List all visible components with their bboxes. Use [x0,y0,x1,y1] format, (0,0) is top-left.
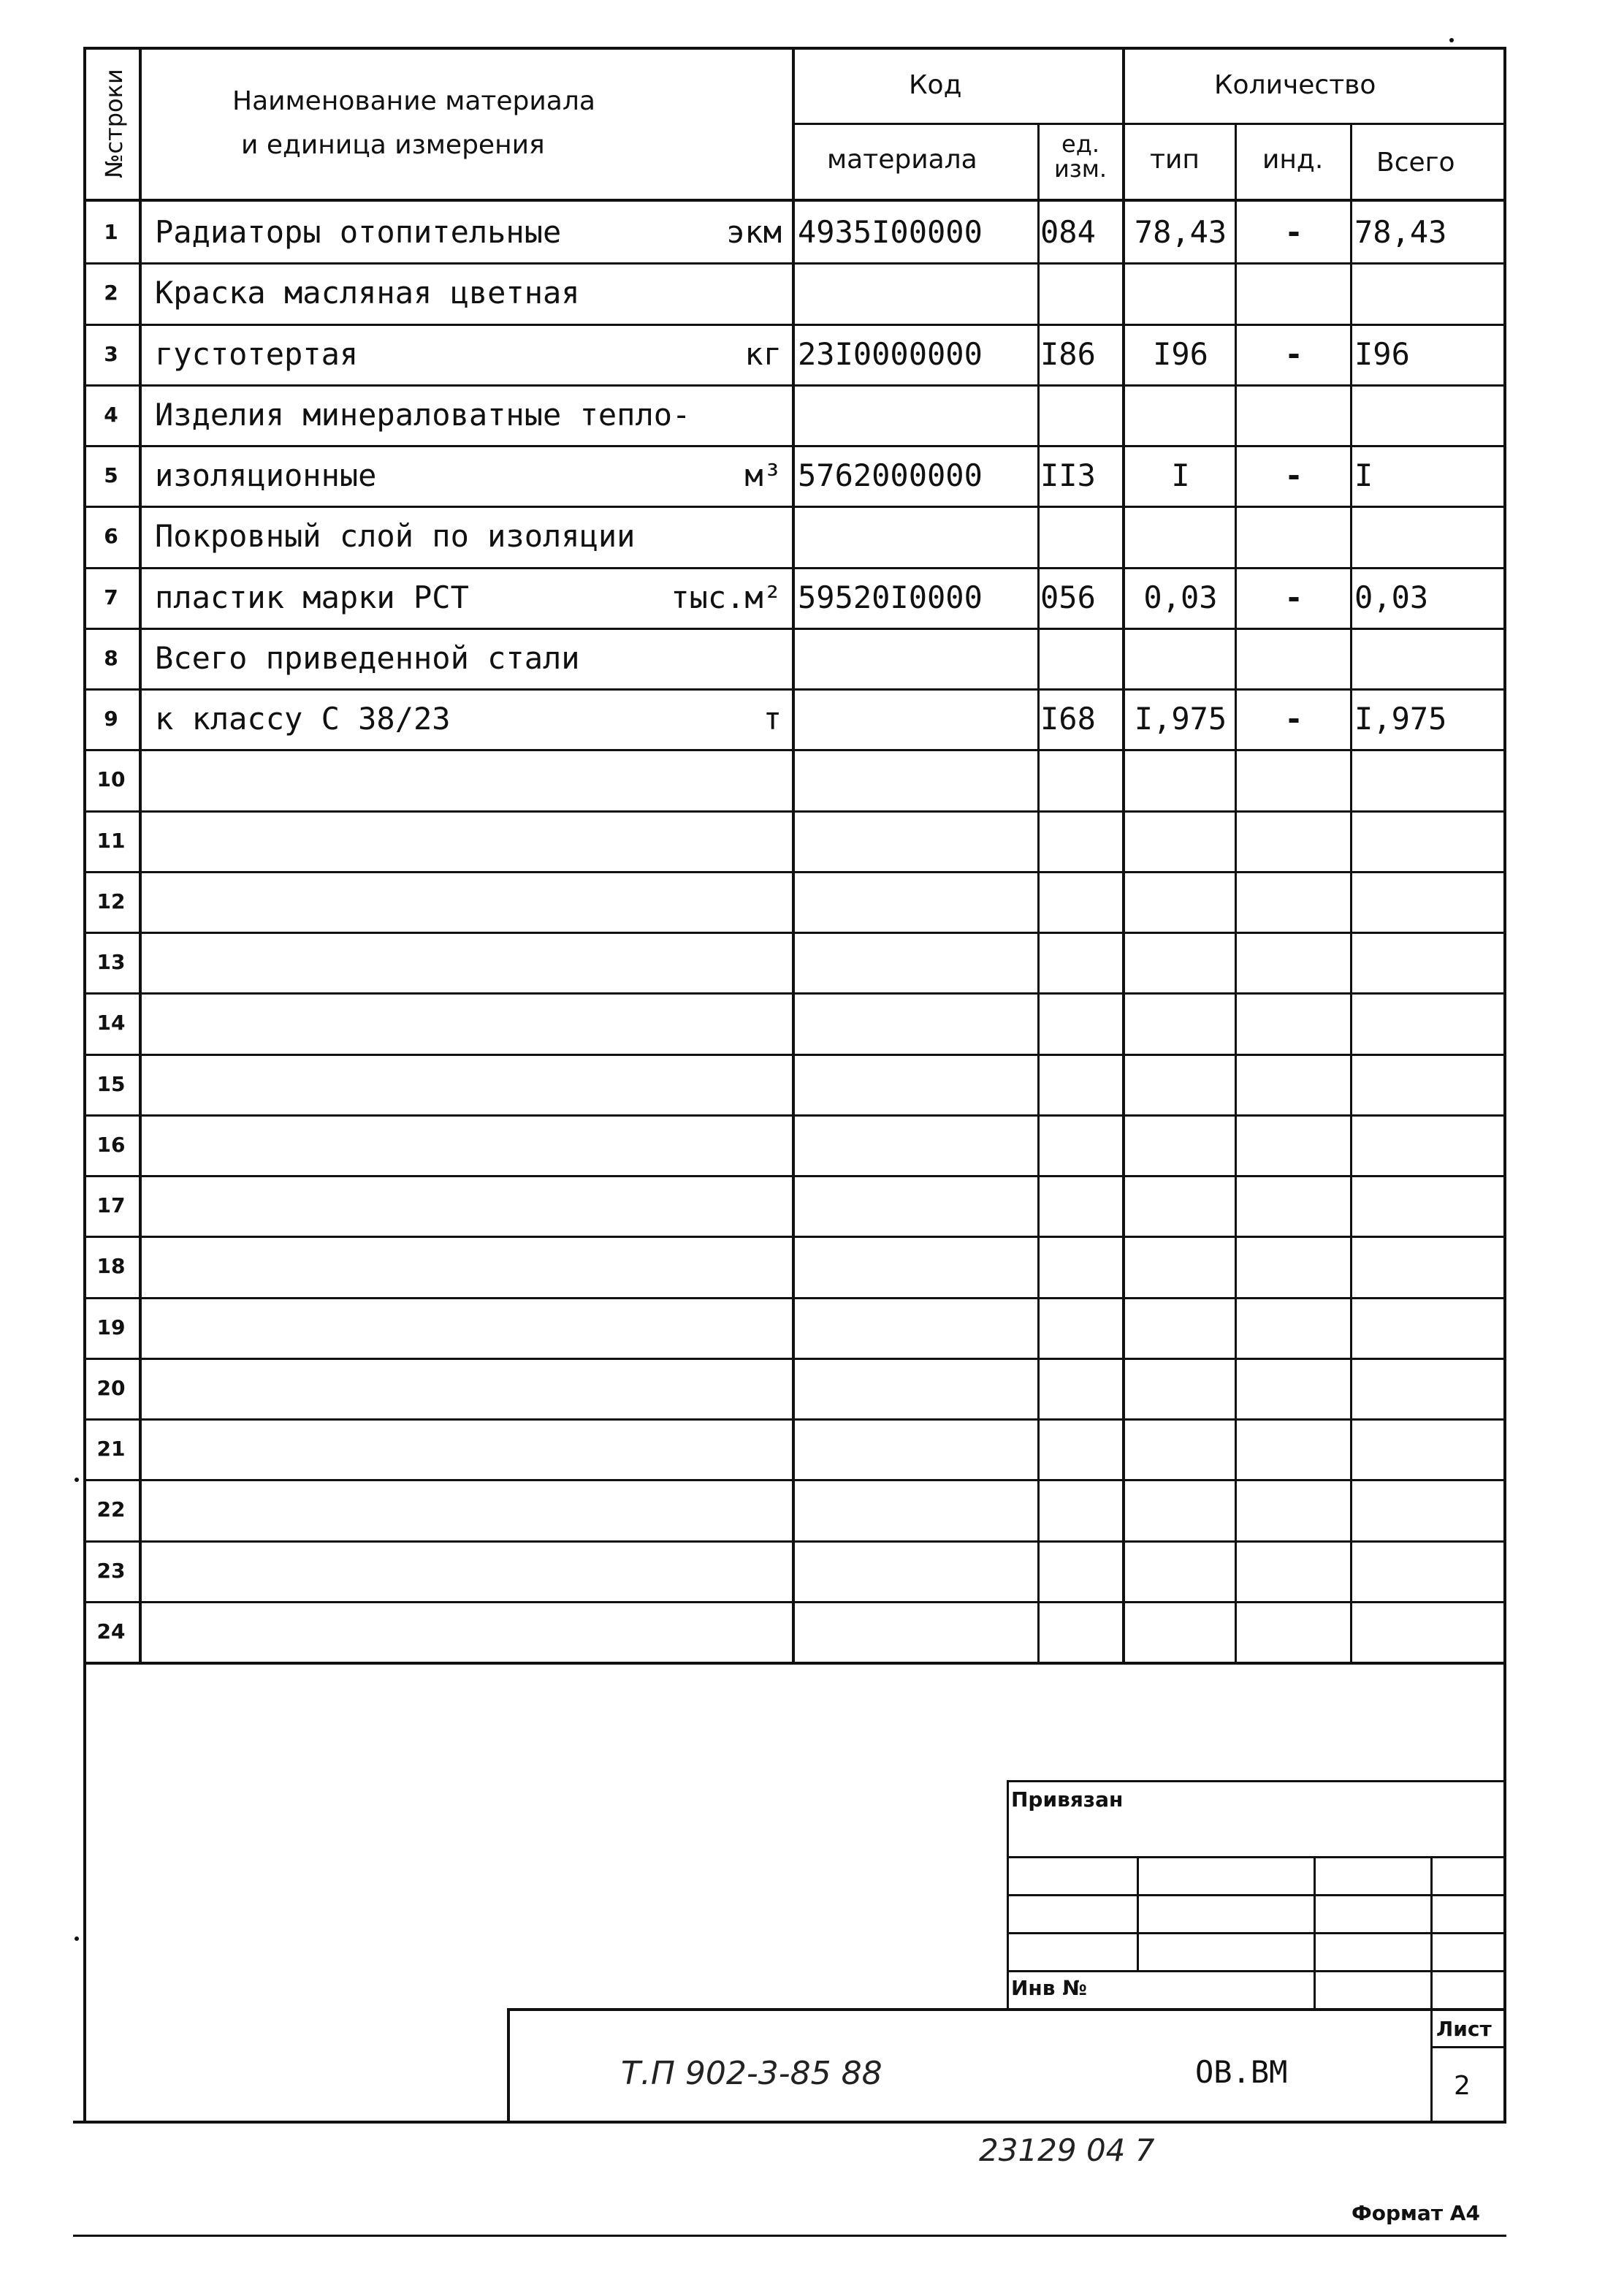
stamp-top-line [1007,1780,1505,1782]
col-line-number [139,47,142,1663]
name-header-line2: и единица измерения [241,130,545,160]
row-divider [83,1358,1505,1360]
qty-total-value: I,975 [1354,701,1447,737]
table-bottom-line [83,1662,1505,1665]
qty-total-value: I96 [1354,336,1410,372]
col-line-type [1235,123,1237,1663]
quantity-group-header: Количество [1214,70,1376,100]
stamp-col-4 [1430,1856,1433,2124]
row-divider [83,932,1505,934]
material-code: 4935I00000 [798,214,983,250]
row-number: 23 [96,1559,126,1583]
qty-type-header: тип [1150,145,1200,175]
binding-mark-3 [1449,38,1454,42]
row-number: 21 [96,1437,126,1461]
row-divider [83,871,1505,873]
qty-total-header: Всего [1376,148,1455,178]
qty-total-value: 0,03 [1354,579,1429,615]
col-line-unit [1122,47,1125,1663]
main-stamp-left-line [507,2008,510,2124]
row-divider [83,1297,1505,1299]
frame-right-border [1503,47,1506,2122]
binding-mark-2 [75,1936,79,1941]
qty-ind-value: - [1284,214,1303,250]
unit-code: II3 [1040,457,1096,493]
unit-of-measure: м³ [744,457,782,493]
unit-code: 084 [1040,214,1096,250]
qty-type-value: I96 [1153,336,1208,372]
material-name: пластик марки РСТ [155,579,469,615]
project-code: Т.П 902-3-85 88 [621,2055,882,2092]
row-number: 4 [104,403,118,427]
row-divider [83,1601,1505,1603]
page-bottom-trim-line [73,2235,1506,2237]
qty-type-value: 0,03 [1143,579,1218,615]
unit-code: I68 [1040,701,1096,737]
inv-number-label: Инв № [1011,1976,1087,2000]
row-number: 15 [96,1072,126,1096]
main-stamp-top-line [507,2008,1505,2011]
row-number: 3 [104,342,118,366]
row-number-header: №строки [100,69,128,178]
row-number: 10 [96,767,126,791]
sheet-label: Лист [1436,2017,1492,2041]
qty-type-value: I,975 [1134,701,1227,737]
row-number: 12 [96,889,126,913]
material-code: 5762000000 [798,457,983,493]
header-subdivider [793,123,1505,125]
binding-mark-1 [75,1478,79,1482]
format-label: Формат А4 [1352,2201,1480,2225]
material-name: изоляционные [155,457,377,493]
col-line-ind [1350,123,1352,1663]
row-divider [83,1418,1505,1421]
row-number: 16 [96,1133,126,1157]
row-divider [83,1175,1505,1177]
unit-of-measure: т [763,701,782,737]
unit-of-measure: тыс.м² [671,579,782,615]
row-divider [83,1236,1505,1238]
qty-ind-value: - [1284,457,1303,493]
qty-total-value: I [1354,457,1373,493]
frame-top-border [83,47,1506,50]
row-number: 14 [96,1011,126,1035]
handwritten-archive-number: 23129 04 7 [979,2132,1155,2168]
row-divider [83,749,1505,751]
row-number: 24 [96,1619,126,1643]
row-number: 2 [104,281,118,305]
row-number: 18 [96,1254,126,1278]
stamp-left-line [1007,1780,1009,2010]
material-name: густотертая [155,336,359,372]
row-divider [83,1479,1505,1481]
row-number: 8 [104,646,118,670]
unit-code: 056 [1040,579,1096,615]
col-line-code [1037,123,1040,1663]
row-divider [83,992,1505,995]
doc-code: ОВ.ВМ [1195,2054,1288,2090]
row-number: 22 [96,1497,126,1521]
stamp-col-2 [1137,1856,1139,1972]
row-number: 11 [96,829,126,853]
unit-code-header: ед. изм. [1053,130,1108,183]
row-divider [83,810,1505,813]
row-number: 17 [96,1193,126,1217]
row-divider [83,1540,1505,1543]
row-divider [83,1114,1505,1117]
material-name: Краска масляная цветная [155,275,580,311]
row-number: 1 [104,220,118,244]
material-name: Радиаторы отопительные [155,214,562,250]
name-header-line1: Наименование материала [232,86,595,116]
material-name: Всего приведенной стали [155,640,580,676]
qty-type-value: I [1171,457,1190,493]
row-number: 5 [104,463,118,487]
row-number: 9 [104,707,118,731]
unit-of-measure: экм [726,214,782,250]
stamp-col-3 [1314,1856,1316,2010]
material-name: Покровный слой по изоляции [155,518,636,554]
material-name: к классу С 38/23 [155,701,451,737]
unit-code: I86 [1040,336,1096,372]
row-number: 19 [96,1315,126,1339]
qty-total-value: 78,43 [1354,214,1447,250]
qty-type-value: 78,43 [1134,214,1227,250]
col-line-name [792,47,795,1663]
material-code: 23I0000000 [798,336,983,372]
qty-ind-value: - [1284,579,1303,615]
material-name: Изделия минераловатные тепло- [155,397,691,433]
material-code: 59520I0000 [798,579,983,615]
row-number: 20 [96,1376,126,1400]
row-number: 7 [104,585,118,609]
sheet-number: 2 [1454,2071,1471,2101]
code-material-header: материала [827,145,977,175]
qty-ind-value: - [1284,336,1303,372]
sheet-label-underline [1430,2046,1505,2048]
qty-ind-value: - [1284,701,1303,737]
qty-ind-header: инд. [1262,145,1324,175]
row-divider [83,1054,1505,1056]
row-number: 13 [96,950,126,974]
frame-bottom-border [73,2121,1506,2124]
row-number: 6 [104,524,118,548]
attached-label: Привязан [1011,1787,1124,1812]
unit-of-measure: кг [744,336,782,372]
code-group-header: Код [909,70,962,100]
